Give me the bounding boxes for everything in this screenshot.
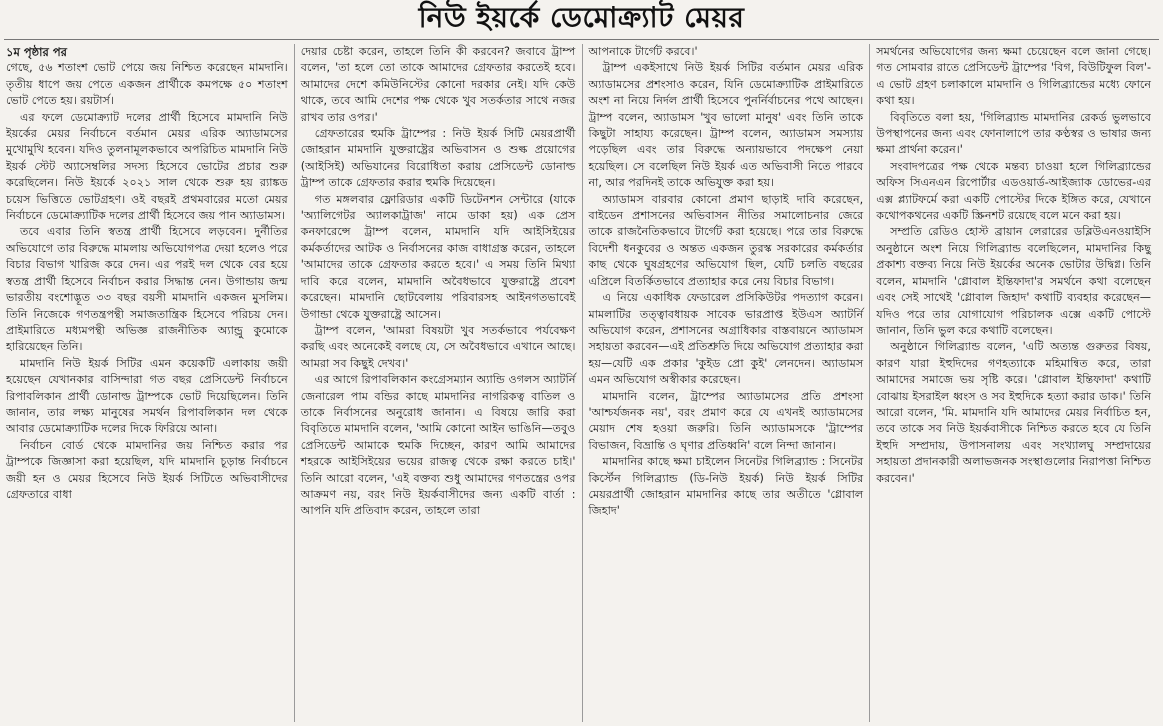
paragraph: এর ফলে ডেমোক্র্যাট দলের প্রার্থী হিসেবে মামদানি নিউ ইয়র্কের মেয়র নির্বাচনে বর্তমান মেয়র এরিক অ্যাডামসের মুখোমুখি হবেন। যদিও তুলনামূলকভাবে অপরিচিত মামদানি নিউ ইয়র্ক স্টেট অ্যাসেম্বলির সদস্য হিসেবে ভোটের প্রচার শুরু করেছিলেন। নিউ ইয়র্কে ২০২১ সাল থেকে শুরু হয় র‍্যাঙ্কড চয়েস ভিত্তিতে ভোটগ্রহণ। ওই বছরই প্রথমবারের মতো মেয়র নির্বাচনে ডেমোক্র্যাটিক দলের প্রার্থী হিসেবে জয় পান অ্যাডামস।: [6, 110, 288, 223]
column-2: [294, 44, 582, 722]
paragraph: গেছে, ৫৬ শতাংশ ভোট পেয়ে জয় নিশ্চিত করেছেন মামদানি। তৃতীয় ধাপে জয় পেতে একজন প্রার্থীকে কমপক্ষে ৫০ শতাংশ ভোট পেতে হয়। রয়টার্স।: [6, 61, 288, 108]
paragraph: নির্বাচন বোর্ড থেকে মামদানির জয় নিশ্চিত করার পর ট্রাম্পকে জিজ্ঞাসা করা হয়েছিল, যদি মামদানি চূড়ান্ত নির্বাচনে জয়ী হন ও মেয়র হিসেবে নিউ ইয়র্ক সিটিতে অভিবাসীদের গ্রেফতারে বাধা: [6, 438, 288, 501]
continued-from: ১ম পৃষ্ঠার পর: [6, 45, 67, 59]
paragraph: বিবৃতিতে বলা হয়, 'গিলিব্র্যান্ড মামদানির রেকর্ড ভুলভাবে উপস্থাপনের জন্য এবং ফোনালাপে তার কণ্ঠস্বর ও ভাষার জন্য ক্ষমা প্রার্থনা করেন।': [876, 110, 1151, 157]
paragraph: সংবাদপত্রের পক্ষ থেকে মন্তব্য চাওয়া হলে গিলিব্র্যান্ডের অফিস সিএনএন রিপোর্টার এডওয়ার্ড-আইজ্যাক ডোভের-এর এক্স প্ল্যাটফর্মে করা একটি পোস্টের দিকে ইঙ্গিত করে, যেখানে কথোপকথনের একটি স্ক্রিনশট রয়েছে বলে মনে করা হয়।: [876, 159, 1151, 223]
column-4: [869, 44, 1157, 722]
article-columns: [6, 44, 1157, 722]
subhead-paragraph: মামদানির কাছে ক্ষমা চাইলেন সিনেটর গিলিব্র্যান্ড : সিনেটর কির্স্টেন গিলিব্র্যান্ড (ডি-নিউ ইয়র্ক) নিউ ইয়র্ক সিটির মেয়রপ্রার্থী জোহরান মামদানির কাছে তার অতীতে 'গ্লোবাল জিহাদ': [588, 455, 864, 518]
headline-rule: [4, 39, 1159, 40]
paragraph: গত মঙ্গলবার ফ্লোরিডার একটি ডিটেনশন সেন্টারে (যাকে 'অ্যালিগেটর অ্যালকাট্রাজ' নামে ডাকা হয়) এক প্রেস কনফারেন্সে ট্রাম্প বলেন, মামদানি যদি আইসিইয়ের কর্মকর্তাদের আটক ও নির্বাসনের কাজ বাধাগ্রস্ত করেন, তাহলে 'আমাদের তাকে গ্রেফতার করতে হবে।' এ সময় তিনি মিথ্যা দাবি করে বলেন, মামদানি অবৈধভাবে যুক্তরাষ্ট্রে প্রবেশ করেছেন। মামদানি ছোটবেলায় পরিবারসহ আইনগতভাবেই উগান্ডা থেকে যুক্তরাষ্ট্রে আসেন।: [300, 192, 576, 321]
paragraph: দেয়ার চেষ্টা করেন, তাহলে তিনি কী করবেন? জবাবে ট্রাম্প বলেন, 'তা হলে তো তাকে আমাদের গ্রেফতার করতেই হবে। আমাদের দেশে কমিউনিস্টের কোনো দরকার নেই। যদি কেউ থাকে, তবে আমি দেশের পক্ষ থেকে খুব সতর্কতার সাথে নজর রাখব তার ওপর।': [300, 45, 576, 124]
paragraph: ট্রাম্প বলেন, 'আমরা বিষয়টা খুব সতর্কভাবে পর্যবেক্ষণ করছি এবং অনেকেই বলছে যে, সে অবৈধভাবে এখানে আছে। আমরা সব কিছুই দেখব।': [300, 323, 576, 370]
paragraph: মামদানি বলেন, ট্রাম্পের অ্যাডামসের প্রতি প্রশংসা 'আশ্চর্যজনক নয়', বরং প্রমাণ করে যে এখনই অ্যাডামসের মেয়াদ শেষ হওয়া জরুরি। তিনি অ্যাডামসকে 'ট্রাম্পের বিভাজন, বিভ্রান্তি ও ঘৃণার প্রতিধ্বনি' বলে নিন্দা জানান।: [588, 389, 864, 452]
paragraph: এ নিয়ে একাধিক ফেডারেল প্রসিকিউটর পদত্যাগ করেন। মামলাটির তত্ত্বাবধায়ক সাবেক ভারপ্রাপ্ত ইউএস অ্যাটর্নি অভিযোগ করেন, প্রশাসনের অগ্রাধিকার বাস্তবায়নে অ্যাডামস সহায়তা করবেন—এই প্রতিশ্রুতি দিয়ে অভিযোগ প্রত্যাহার করা হয়—যেটি এক প্রকার 'কুইড প্রো কুই' লেনদেন। অ্যাডামস এমন অভিযোগ অস্বীকার করেছেন।: [588, 291, 864, 387]
paragraph: তবে এবার তিনি স্বতন্ত্র প্রার্থী হিসেবে লড়বেন। দুর্নীতির অভিযোগে তার বিরুদ্ধে মামলায় অভিযোগপত্র দেয়া হলেও পরে বিচার বিভাগ খারিজ করে দেন। এর পরই দল থেকে বের হয়ে স্বতন্ত্র প্রার্থী হিসেবে নির্বাচন করার সিদ্ধান্ত নেন। উগান্ডায় জন্ম ভারতীয় বংশোদ্ভূত ৩৩ বছর বয়সী মামদানি একজন মুসলিম। তিনি নিজেকে গণতন্ত্রপন্থী সমাজতান্ত্রিক হিসেবে পরিচয় দেন। প্রাইমারিতে মধ্যমপন্থী অভিজ্ঞ রাজনীতিক অ্যান্ড্রু কুমোকে হারিয়েছেন তিনি।: [6, 225, 288, 354]
paragraph: আপনাকে টার্গেট করবে।': [588, 45, 698, 58]
paragraph: মামদানি নিউ ইয়র্ক সিটির এমন কয়েকটি এলাকায় জয়ী হয়েছেন যেখানকার বাসিন্দারা গত বছর প্রেসিডেন্ট নির্বাচনে রিপাবলিকান প্রার্থী ডোনাল্ড ট্রাম্পকে ভোট দিয়েছিলেন। তিনি জানান, তার লক্ষ্য মানুষের সমর্থন রিপাবলিকান দল থেকে আবার ডেমোক্র্যাটিক দলের দিকে ফিরিয়ে আনা।: [6, 356, 288, 436]
paragraph: সমর্থনের অভিযোগের জন্য ক্ষমা চেয়েছেন বলে জানা গেছে। গত সোমবার রাতে প্রেসিডেন্ট ট্রাম্পের 'বিগ, বিউটিফুল বিল'-এ ভোট গ্রহণ চলাকালে মামদানি ও গিলিব্র্যান্ডের মধ্যে ফোনে কথা হয়।: [876, 45, 1151, 108]
headline: নিউ ইয়র্কে ডেমোক্র্যাট মেয়র: [418, 0, 745, 34]
headline-bar: [0, 0, 1163, 38]
paragraph: অনুষ্ঠানে গিলিব্র্যান্ড বলেন, 'এটি অত্যন্ত গুরুতর বিষয়, কারণ যারা ইহুদিদের গণহত্যাকে মহিমান্বিত করে, তারা আমাদের সমাজে ভয় সৃষ্টি করে। 'গ্লোবাল ইন্তিফাদা' কথাটি বোঝায় ইসরাইল ধ্বংস ও সব ইহুদিকে হত্যা করার ডাক।' তিনি আরো বলেন, 'মি. মামদানি যদি আমাদের মেয়র নির্বাচিত হন, তবে তাকে সব নিউ ইয়র্কবাসীকে নিশ্চিত করতে হবে যে তিনি ইহুদি সম্প্রদায়, উপাসনালয় এবং সংখ্যালঘু সম্প্রদায়ের সহায়তা প্রদানকারী অলাভজনক সংস্থাগুলোর নিরাপত্তা নিশ্চিত করবেন।': [876, 340, 1151, 485]
column-1: [6, 44, 294, 722]
paragraph: এর আগে রিপাবলিকান কংগ্রেসম্যান অ্যান্ডি ওগলস অ্যাটর্নি জেনারেল পাম বন্ডির কাছে মামদানির নাগরিকত্ব বাতিল ও তাকে নির্বাসনের অনুরোধ জানান। এ বিষয়ে জারি করা বিবৃতিতে মামদানি বলেন, 'আমি কোনো আইন ভাঙিনি—তবুও প্রেসিডেন্ট আমাকে হুমকি দিচ্ছেন, কারণ আমি আমাদের শহরকে আইসিইয়ের ভয়ের রাজত্ব থেকে রক্ষা করতে চাই।' তিনি আরো বলেন, 'এই বক্তব্য শুধু আমাদের গণতন্ত্রের ওপর আক্রমণ নয়, বরং নিউ ইয়র্কবাসীদের জন্য একটি বার্তা : আপনি যদি প্রতিবাদ করেন, তাহলে তারা: [300, 373, 576, 518]
subhead-paragraph: গ্রেফতারের হুমকি ট্রাম্পের : নিউ ইয়র্ক সিটি মেয়রপ্রার্থী জোহরান মামদানি যুক্তরাষ্ট্রের অভিবাসন ও শুল্ক প্রয়োগের (আইসিই) অভিযানের বিরোধিতা করায় প্রেসিডেন্ট ডোনাল্ড ট্রাম্প তাকে গ্রেফতার করার হুমকি দিয়েছেন।: [300, 127, 576, 190]
paragraph: ট্রাম্প একইসাথে নিউ ইয়র্ক সিটির বর্তমান মেয়র এরিক অ্যাডামসের প্রশংসাও করেন, যিনি ডেমোক্র্যাটিক প্রাইমারিতে অংশ না নিয়ে নির্দল প্রার্থী হিসেবে পুনর্নির্বাচনের পথে আছেন। ট্রাম্প বলেন, অ্যাডামস 'খুব ভালো মানুষ' এবং তিনি তাকে কিছুটা সাহায্য করেছেন। ট্রাম্প বলেন, অ্যাডামস সমস্যায় পড়েছিল এবং তার বিরুদ্ধে অন্যায়ভাবে পদক্ষেপ নেয়া হয়েছিল। সে বলেছিল নিউ ইয়র্ক এত অভিবাসী নিতে পারবে না, আর পরদিনই তাকে অভিযুক্ত করা হয়।: [588, 61, 864, 190]
column-3: [582, 44, 870, 722]
paragraph: সম্প্রতি রেডিও হোস্ট ব্রায়ান লেরারের ডব্লিউএনওয়াইসি অনুষ্ঠানে অংশ নিয়ে গিলিব্র্যান্ড বলেছিলেন, মামদানির কিছু প্রকাশ্য বক্তব্য নিয়ে নিউ ইয়র্কের অনেক ভোটার উদ্বিগ্ন। তিনি বলেন, মামদানি 'গ্লোবাল ইন্তিফাদা'র সমর্থনে কথা বলেছেন এবং সেই সাথেই 'গ্লোবাল জিহাদ' কথাটি ব্যবহার করেছেন—যদিও পরে তার যোগাযোগ পরিচালক এক্সে একটি পোস্টে জানান, তিনি ভুল করে কথাটি বলেছেন।: [876, 225, 1151, 337]
paragraph: অ্যাডামস বারবার কোনো প্রমাণ ছাড়াই দাবি করেছেন, বাইডেন প্রশাসনের অভিবাসন নীতির সমালোচনার জেরে তাকে রাজনৈতিকভাবে টার্গেট করা হয়েছে। পরে তার বিরুদ্ধে বিদেশী ধনকুবের ও অন্তত একজন তুরস্ক সরকারের কর্মকর্তার কাছ থেকে ঘুষগ্রহণের অভিযোগ ছিল, যেটি চলতি বছরের এপ্রিলে বিতর্কিতভাবে প্রত্যাহার করে নেয় বিচার বিভাগ।: [588, 192, 864, 288]
